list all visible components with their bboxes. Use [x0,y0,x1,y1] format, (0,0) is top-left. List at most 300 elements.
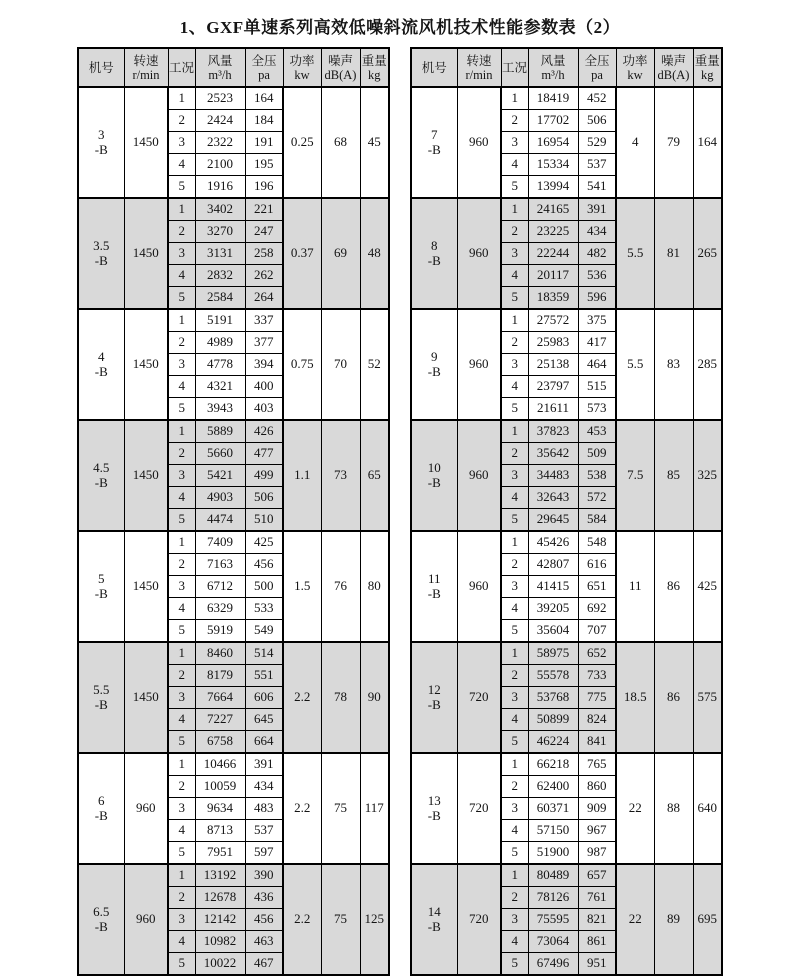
condition-cell: 4 [501,598,528,620]
condition-cell: 4 [168,931,195,953]
condition-cell: 4 [501,265,528,287]
airflow-cell: 34483 [528,465,578,487]
pressure-cell: 477 [245,443,283,465]
condition-cell: 4 [501,154,528,176]
pressure-cell: 434 [578,221,616,243]
pressure-cell: 434 [245,776,283,798]
noise-cell: 81 [654,198,693,309]
condition-cell: 1 [501,420,528,443]
weight-cell: 164 [693,87,722,198]
condition-cell: 5 [501,287,528,310]
pressure-cell: 733 [578,665,616,687]
speed-cell: 720 [457,642,501,753]
airflow-cell: 18419 [528,87,578,110]
pressure-cell: 264 [245,287,283,310]
model-cell: 7 -B [411,87,457,198]
condition-cell: 3 [168,576,195,598]
weight-cell: 125 [360,864,389,975]
airflow-cell: 66218 [528,753,578,776]
pressure-cell: 584 [578,509,616,532]
pressure-cell: 538 [578,465,616,487]
noise-cell: 68 [321,87,360,198]
noise-cell: 88 [654,753,693,864]
power-cell: 11 [616,531,654,642]
condition-cell: 1 [501,87,528,110]
airflow-cell: 5919 [195,620,245,643]
pressure-cell: 529 [578,132,616,154]
pressure-cell: 861 [578,931,616,953]
power-cell: 1.1 [283,420,321,531]
condition-cell: 2 [501,665,528,687]
condition-cell: 2 [168,887,195,909]
weight-cell: 117 [360,753,389,864]
condition-cell: 3 [501,354,528,376]
header-row [78,48,389,87]
speed-cell: 960 [457,198,501,309]
airflow-cell: 73064 [528,931,578,953]
airflow-cell: 75595 [528,909,578,931]
model-cell: 14 -B [411,864,457,975]
col-header-condition: 工况 [168,48,195,87]
weight-cell: 90 [360,642,389,753]
condition-cell: 5 [501,842,528,865]
airflow-cell: 18359 [528,287,578,310]
pressure-cell: 337 [245,309,283,332]
pressure-cell: 426 [245,420,283,443]
power-cell: 7.5 [616,420,654,531]
noise-cell: 75 [321,864,360,975]
model-cell: 12 -B [411,642,457,753]
model-cell: 4 -B [78,309,124,420]
col-header-speed: 转速 r/min [124,48,168,87]
data-row [78,864,389,887]
pressure-cell: 403 [245,398,283,421]
airflow-cell: 60371 [528,798,578,820]
pressure-cell: 606 [245,687,283,709]
airflow-cell: 39205 [528,598,578,620]
page-title: 1、GXF单速系列高效低噪斜流风机技术性能参数表（2） [179,18,621,37]
pressure-cell: 425 [245,531,283,554]
condition-cell: 3 [168,909,195,931]
power-cell: 0.37 [283,198,321,309]
condition-cell: 4 [168,154,195,176]
weight-cell: 325 [693,420,722,531]
airflow-cell: 17702 [528,110,578,132]
noise-cell: 76 [321,531,360,642]
airflow-cell: 10466 [195,753,245,776]
airflow-cell: 13994 [528,176,578,199]
condition-cell: 2 [168,776,195,798]
condition-cell: 4 [501,820,528,842]
pressure-cell: 664 [245,731,283,754]
pressure-cell: 537 [245,820,283,842]
airflow-cell: 67496 [528,953,578,976]
airflow-cell: 55578 [528,665,578,687]
pressure-cell: 909 [578,798,616,820]
condition-cell: 1 [168,753,195,776]
airflow-cell: 15334 [528,154,578,176]
airflow-cell: 8179 [195,665,245,687]
spec-table-right [410,47,723,976]
data-row [78,531,389,554]
condition-cell: 1 [168,864,195,887]
data-row [411,864,722,887]
airflow-cell: 23225 [528,221,578,243]
condition-cell: 2 [501,776,528,798]
speed-cell: 1450 [124,309,168,420]
pressure-cell: 824 [578,709,616,731]
power-cell: 18.5 [616,642,654,753]
noise-cell: 70 [321,309,360,420]
condition-cell: 2 [501,221,528,243]
col-header-model: 机号 [411,48,457,87]
condition-cell: 1 [501,642,528,665]
condition-cell: 5 [168,842,195,865]
airflow-cell: 50899 [528,709,578,731]
airflow-cell: 1916 [195,176,245,199]
data-row [411,420,722,443]
noise-cell: 69 [321,198,360,309]
airflow-cell: 9634 [195,798,245,820]
col-header-weight: 重量 kg [693,48,722,87]
pressure-cell: 196 [245,176,283,199]
condition-cell: 5 [168,509,195,532]
pressure-cell: 537 [578,154,616,176]
condition-cell: 3 [168,465,195,487]
condition-cell: 4 [168,265,195,287]
airflow-cell: 24165 [528,198,578,221]
condition-cell: 3 [501,465,528,487]
airflow-cell: 35604 [528,620,578,643]
condition-cell: 1 [501,309,528,332]
condition-cell: 4 [501,376,528,398]
speed-cell: 720 [457,864,501,975]
airflow-cell: 7227 [195,709,245,731]
airflow-cell: 3131 [195,243,245,265]
pressure-cell: 692 [578,598,616,620]
pressure-cell: 987 [578,842,616,865]
condition-cell: 5 [168,731,195,754]
speed-cell: 960 [457,420,501,531]
tables-container [0,47,800,976]
pressure-cell: 452 [578,87,616,110]
airflow-cell: 7664 [195,687,245,709]
airflow-cell: 4778 [195,354,245,376]
noise-cell: 79 [654,87,693,198]
airflow-cell: 62400 [528,776,578,798]
condition-cell: 3 [168,354,195,376]
pressure-cell: 596 [578,287,616,310]
pressure-cell: 262 [245,265,283,287]
airflow-cell: 10982 [195,931,245,953]
weight-cell: 575 [693,642,722,753]
pressure-cell: 657 [578,864,616,887]
model-cell: 10 -B [411,420,457,531]
pressure-cell: 506 [578,110,616,132]
pressure-cell: 515 [578,376,616,398]
airflow-cell: 46224 [528,731,578,754]
airflow-cell: 2100 [195,154,245,176]
model-cell: 11 -B [411,531,457,642]
condition-cell: 2 [168,110,195,132]
condition-cell: 5 [501,509,528,532]
weight-cell: 48 [360,198,389,309]
condition-cell: 1 [168,642,195,665]
airflow-cell: 5889 [195,420,245,443]
speed-cell: 1450 [124,531,168,642]
data-row [78,198,389,221]
condition-cell: 2 [501,110,528,132]
power-cell: 22 [616,864,654,975]
data-row [411,531,722,554]
spec-table-left [77,47,390,976]
pressure-cell: 510 [245,509,283,532]
condition-cell: 3 [501,576,528,598]
pressure-cell: 464 [578,354,616,376]
pressure-cell: 775 [578,687,616,709]
airflow-cell: 6329 [195,598,245,620]
pressure-cell: 573 [578,398,616,421]
airflow-cell: 80489 [528,864,578,887]
airflow-cell: 53768 [528,687,578,709]
pressure-cell: 184 [245,110,283,132]
data-row [411,642,722,665]
condition-cell: 4 [168,487,195,509]
data-row [78,87,389,110]
pressure-cell: 482 [578,243,616,265]
condition-cell: 1 [501,198,528,221]
airflow-cell: 4321 [195,376,245,398]
pressure-cell: 247 [245,221,283,243]
pressure-cell: 390 [245,864,283,887]
power-cell: 0.25 [283,87,321,198]
airflow-cell: 10059 [195,776,245,798]
weight-cell: 265 [693,198,722,309]
airflow-cell: 16954 [528,132,578,154]
col-header-model: 机号 [78,48,124,87]
condition-cell: 3 [501,243,528,265]
condition-cell: 3 [168,687,195,709]
condition-cell: 4 [501,487,528,509]
pressure-cell: 514 [245,642,283,665]
speed-cell: 960 [124,753,168,864]
model-cell: 3 -B [78,87,124,198]
condition-cell: 5 [168,176,195,199]
airflow-cell: 2584 [195,287,245,310]
airflow-cell: 8460 [195,642,245,665]
data-row [411,309,722,332]
condition-cell: 2 [168,443,195,465]
pressure-cell: 400 [245,376,283,398]
condition-cell: 2 [168,332,195,354]
power-cell: 5.5 [616,198,654,309]
airflow-cell: 7163 [195,554,245,576]
condition-cell: 3 [501,687,528,709]
speed-cell: 960 [457,87,501,198]
condition-cell: 3 [168,243,195,265]
pressure-cell: 541 [578,176,616,199]
airflow-cell: 51900 [528,842,578,865]
airflow-cell: 25983 [528,332,578,354]
power-cell: 22 [616,753,654,864]
pressure-cell: 821 [578,909,616,931]
condition-cell: 4 [168,376,195,398]
pressure-cell: 164 [245,87,283,110]
condition-cell: 2 [501,332,528,354]
pressure-cell: 463 [245,931,283,953]
weight-cell: 285 [693,309,722,420]
weight-cell: 45 [360,87,389,198]
pressure-cell: 436 [245,887,283,909]
airflow-cell: 5660 [195,443,245,465]
speed-cell: 1450 [124,87,168,198]
airflow-cell: 5191 [195,309,245,332]
pressure-cell: 195 [245,154,283,176]
condition-cell: 5 [168,620,195,643]
airflow-cell: 3943 [195,398,245,421]
weight-cell: 425 [693,531,722,642]
airflow-cell: 3402 [195,198,245,221]
pressure-cell: 860 [578,776,616,798]
col-header-pressure: 全压 pa [578,48,616,87]
condition-cell: 1 [501,864,528,887]
pressure-cell: 391 [578,198,616,221]
model-cell: 5 -B [78,531,124,642]
airflow-cell: 7409 [195,531,245,554]
condition-cell: 4 [501,709,528,731]
airflow-cell: 2322 [195,132,245,154]
condition-cell: 3 [168,132,195,154]
condition-cell: 3 [168,798,195,820]
condition-cell: 5 [168,398,195,421]
airflow-cell: 4903 [195,487,245,509]
model-cell: 9 -B [411,309,457,420]
airflow-cell: 10022 [195,953,245,976]
data-row [78,420,389,443]
pressure-cell: 456 [245,554,283,576]
pressure-cell: 707 [578,620,616,643]
airflow-cell: 12678 [195,887,245,909]
power-cell: 2.2 [283,642,321,753]
pressure-cell: 548 [578,531,616,554]
weight-cell: 65 [360,420,389,531]
airflow-cell: 4474 [195,509,245,532]
header-row [411,48,722,87]
airflow-cell: 22244 [528,243,578,265]
col-header-noise: 噪声 dB(A) [321,48,360,87]
airflow-cell: 4989 [195,332,245,354]
pressure-cell: 509 [578,443,616,465]
airflow-cell: 58975 [528,642,578,665]
condition-cell: 5 [501,620,528,643]
pressure-cell: 456 [245,909,283,931]
airflow-cell: 23797 [528,376,578,398]
airflow-cell: 21611 [528,398,578,421]
data-row [411,753,722,776]
airflow-cell: 25138 [528,354,578,376]
condition-cell: 4 [501,931,528,953]
condition-cell: 5 [501,731,528,754]
weight-cell: 52 [360,309,389,420]
airflow-cell: 27572 [528,309,578,332]
condition-cell: 2 [168,665,195,687]
airflow-cell: 37823 [528,420,578,443]
model-cell: 5.5 -B [78,642,124,753]
airflow-cell: 41415 [528,576,578,598]
airflow-cell: 7951 [195,842,245,865]
airflow-cell: 45426 [528,531,578,554]
pressure-cell: 765 [578,753,616,776]
pressure-cell: 499 [245,465,283,487]
model-cell: 3.5 -B [78,198,124,309]
condition-cell: 1 [501,753,528,776]
model-cell: 6 -B [78,753,124,864]
airflow-cell: 6758 [195,731,245,754]
data-row [78,753,389,776]
condition-cell: 5 [168,287,195,310]
airflow-cell: 57150 [528,820,578,842]
power-cell: 2.2 [283,753,321,864]
pressure-cell: 645 [245,709,283,731]
speed-cell: 960 [457,309,501,420]
speed-cell: 720 [457,753,501,864]
power-cell: 4 [616,87,654,198]
condition-cell: 5 [168,953,195,976]
condition-cell: 3 [501,132,528,154]
pressure-cell: 572 [578,487,616,509]
power-cell: 2.2 [283,864,321,975]
condition-cell: 1 [168,309,195,332]
pressure-cell: 417 [578,332,616,354]
col-header-airflow: 风量 m³/h [528,48,578,87]
pressure-cell: 951 [578,953,616,976]
col-header-power: 功率 kw [616,48,654,87]
col-header-speed: 转速 r/min [457,48,501,87]
condition-cell: 2 [168,221,195,243]
model-cell: 6.5 -B [78,864,124,975]
pressure-cell: 506 [245,487,283,509]
condition-cell: 3 [501,798,528,820]
condition-cell: 5 [501,953,528,976]
weight-cell: 695 [693,864,722,975]
airflow-cell: 8713 [195,820,245,842]
condition-cell: 1 [168,420,195,443]
condition-cell: 4 [168,598,195,620]
condition-cell: 1 [168,531,195,554]
airflow-cell: 13192 [195,864,245,887]
pressure-cell: 533 [245,598,283,620]
condition-cell: 5 [501,176,528,199]
pressure-cell: 652 [578,642,616,665]
condition-cell: 4 [168,709,195,731]
condition-cell: 2 [501,887,528,909]
condition-cell: 5 [501,398,528,421]
pressure-cell: 258 [245,243,283,265]
airflow-cell: 6712 [195,576,245,598]
airflow-cell: 2424 [195,110,245,132]
pressure-cell: 483 [245,798,283,820]
pressure-cell: 551 [245,665,283,687]
condition-cell: 1 [501,531,528,554]
airflow-cell: 3270 [195,221,245,243]
airflow-cell: 32643 [528,487,578,509]
airflow-cell: 29645 [528,509,578,532]
condition-cell: 2 [168,554,195,576]
col-header-weight: 重量 kg [360,48,389,87]
condition-cell: 3 [501,909,528,931]
airflow-cell: 12142 [195,909,245,931]
pressure-cell: 377 [245,332,283,354]
